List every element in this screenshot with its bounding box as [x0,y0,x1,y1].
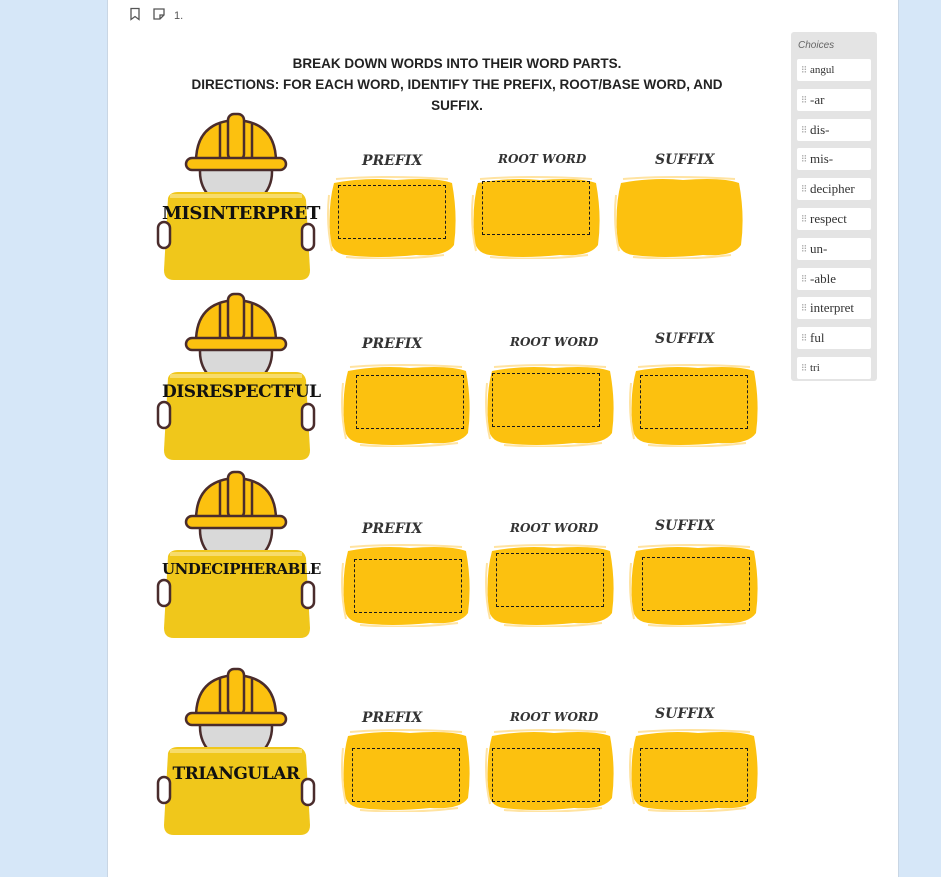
drag-handle-icon[interactable]: ⠿ [800,213,808,224]
column-label-suffix: SUFFIX [655,706,715,722]
column-label-root: ROOT WORD [498,152,587,166]
choice-chip-label: ful [810,330,825,345]
choice-chip[interactable] [797,297,871,319]
column-label-root: ROOT WORD [510,710,599,724]
choice-chip[interactable] [797,357,871,379]
choice-chip[interactable] [797,178,871,200]
construction-worker-illustration [156,290,321,465]
column-label-root: ROOT WORD [510,521,599,535]
choice-chip-label: -able [810,271,836,286]
prefix-drop-zone[interactable] [354,559,462,613]
choice-chip-label: decipher [810,181,855,196]
note-icon[interactable] [152,7,166,21]
drag-handle-icon[interactable]: ⠿ [800,64,808,75]
worksheet-page [107,0,899,877]
drag-handle-icon[interactable]: ⠿ [800,243,808,254]
choice-chip-label: interpret [810,300,855,315]
worker-sign [156,110,320,285]
word-to-break-down: UNDECIPHERABLE [162,560,321,578]
column-label-prefix: PREFIX [362,710,423,726]
drag-handle-icon[interactable]: ⠿ [800,183,808,194]
prefix-answer-slot [340,728,472,812]
construction-worker-illustration [156,110,320,285]
drag-handle-icon[interactable]: ⠿ [800,153,808,164]
choice-chip-label: angul [810,64,835,76]
drag-handle-icon[interactable]: ⠿ [800,302,808,313]
drag-handle-icon[interactable]: ⠿ [800,362,808,373]
drag-handle-icon[interactable]: ⠿ [800,332,808,343]
instructions-line-3: SUFFIX. [431,98,483,113]
choices-panel [791,32,877,381]
root-drop-zone[interactable] [492,373,600,427]
instructions [178,53,736,116]
choice-chip-label: respect [810,211,847,226]
root-drop-zone[interactable] [496,553,604,607]
column-label-root: ROOT WORD [510,335,599,349]
construction-worker-illustration [156,665,316,840]
suffix-drop-zone[interactable] [640,748,748,802]
prefix-drop-zone[interactable] [356,375,464,429]
choice-chip[interactable] [797,59,871,81]
choice-chip[interactable] [797,148,871,170]
prefix-drop-zone[interactable] [338,185,446,239]
suffix-answer-slot [628,728,760,812]
root-drop-zone[interactable] [482,181,590,235]
choice-chip[interactable] [797,327,871,349]
choice-chip-label: tri [810,362,820,374]
suffix-answer-slot [628,543,760,627]
choice-chip-label: dis- [810,122,830,137]
question-number: 1. [174,10,184,22]
column-label-suffix: SUFFIX [655,518,715,534]
word-to-break-down: TRIANGULAR [172,764,300,784]
drag-handle-icon[interactable]: ⠿ [800,94,808,105]
word-to-break-down: MISINTERPRET [162,203,320,224]
root-answer-slot [484,363,616,447]
drag-handle-icon[interactable]: ⠿ [800,124,808,135]
bookmark-icon[interactable] [128,7,142,21]
choice-chip-label: un- [810,241,828,256]
suffix-answer-slot[interactable] [613,175,745,259]
instructions-line-2: DIRECTIONS: FOR EACH WORD, IDENTIFY THE PREFIX, ROOT/BASE WORD, AND [191,77,723,92]
column-label-prefix: PREFIX [362,521,423,537]
worker-sign [156,665,316,840]
root-answer-slot [484,728,616,812]
word-to-break-down: DISRESPECTFUL [162,382,321,402]
worker-sign [156,468,321,643]
column-label-suffix: SUFFIX [655,152,715,168]
choice-chip[interactable] [797,208,871,230]
instructions-line-1: BREAK DOWN WORDS INTO THEIR WORD PARTS. [292,56,622,71]
suffix-drop-zone[interactable] [640,375,748,429]
worker-sign [156,290,321,465]
choices-title: Choices [798,40,835,51]
question-toolbar [128,4,183,24]
choice-chip-label: mis- [810,151,834,166]
choice-chip[interactable] [797,89,871,111]
choice-chip-label: -ar [810,92,825,107]
prefix-answer-slot [340,363,472,447]
choice-chip[interactable] [797,119,871,141]
suffix-drop-zone[interactable] [642,557,750,611]
column-label-prefix: PREFIX [362,153,423,169]
prefix-answer-slot [326,175,458,259]
choice-chip[interactable] [797,268,871,290]
drag-handle-icon[interactable]: ⠿ [800,273,808,284]
prefix-drop-zone[interactable] [352,748,460,802]
column-label-prefix: PREFIX [362,336,423,352]
root-answer-slot [470,175,602,259]
root-drop-zone[interactable] [492,748,600,802]
prefix-answer-slot [340,543,472,627]
suffix-answer-slot [628,363,760,447]
column-label-suffix: SUFFIX [655,331,715,347]
construction-worker-illustration [156,468,321,643]
choice-chip[interactable] [797,238,871,260]
root-answer-slot [484,543,616,627]
